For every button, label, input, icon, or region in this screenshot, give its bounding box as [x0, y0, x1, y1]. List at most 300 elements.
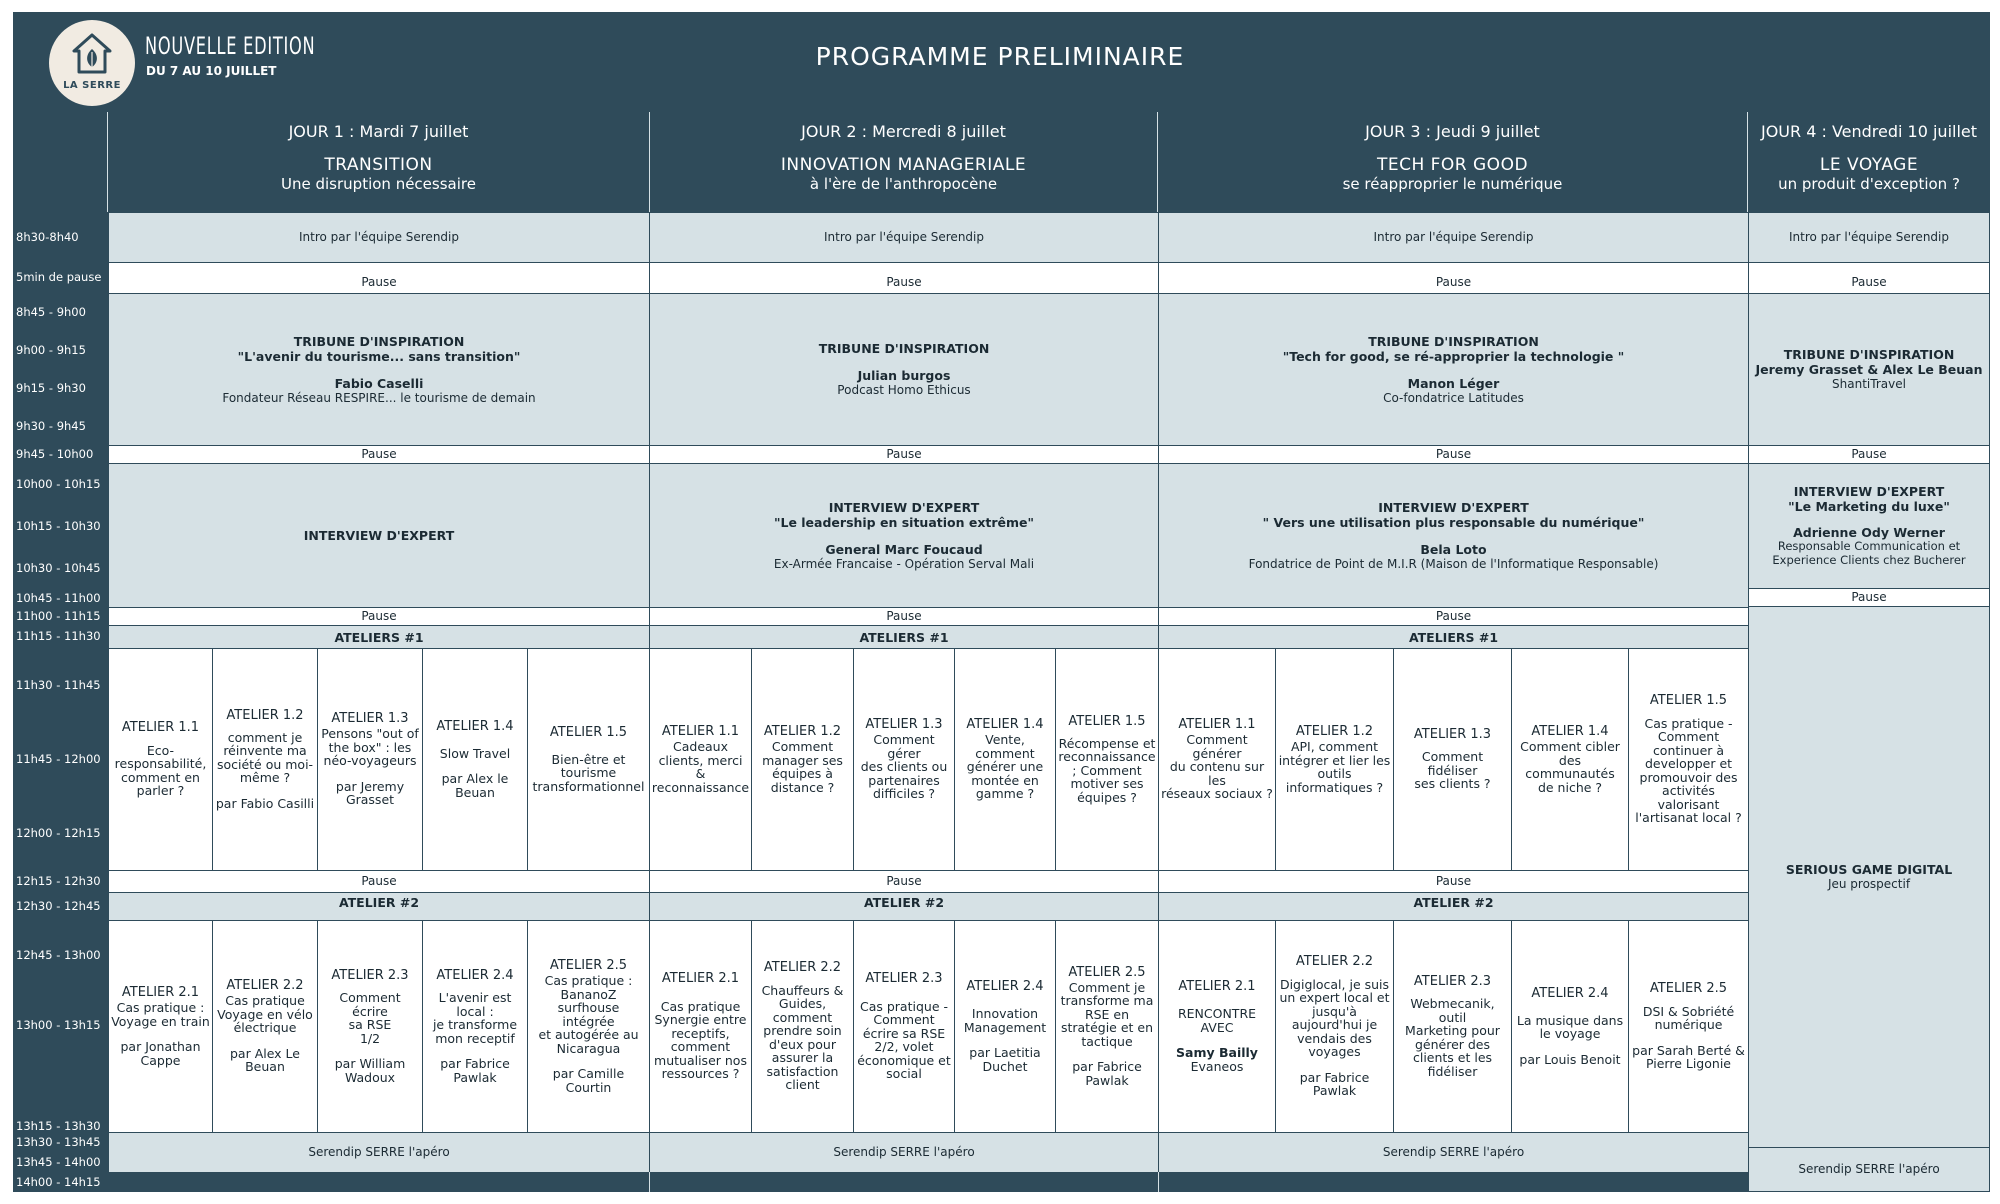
interview-speaker: General Marc Foucaud	[825, 541, 983, 557]
tribune-block	[108, 293, 650, 446]
day-header-1	[108, 112, 650, 212]
atelier-line: RENCONTRE	[1177, 1006, 1257, 1022]
atelier-speaker: par Jonathan Cappe	[120, 1039, 201, 1068]
atelier-line: je transforme	[432, 1017, 518, 1033]
time-label: 12h00 - 12h15	[16, 825, 101, 840]
time-label: 14h00 - 14h15	[16, 1174, 101, 1189]
edition-label: NOUVELLE EDITION	[145, 32, 316, 60]
atelier-title: ATELIER 1.4	[1531, 723, 1609, 739]
atelier-card	[527, 920, 650, 1133]
pause-row: Pause	[1158, 445, 1749, 464]
atelier-card	[317, 648, 423, 871]
atelier-line: Cas pratique :	[544, 973, 633, 989]
atelier-line: mon receptif	[435, 1030, 515, 1046]
atelier-line: reconnaissance	[1058, 749, 1156, 765]
day-theme: LE VOYAGE	[1819, 155, 1919, 175]
atelier-line: Comment cibler	[1520, 739, 1620, 755]
tribune-role: Podcast Homo Ethicus	[837, 383, 971, 398]
atelier-line: clients, merci &	[658, 752, 743, 782]
atelier-line: comment	[975, 745, 1035, 761]
atelier-card	[954, 648, 1056, 871]
atelier-line: transforme ma	[1060, 993, 1154, 1009]
time-label: 11h00 - 11h15	[16, 608, 101, 623]
atelier-line: Cadeaux	[673, 739, 728, 755]
time-label: 11h15 - 11h30	[16, 629, 101, 644]
atelier-line: générer des	[1414, 1036, 1491, 1052]
atelier-title: ATELIER 2.4	[1531, 985, 1609, 1001]
atelier-line: de niche ?	[1537, 779, 1603, 795]
atelier-line: continuer à	[1652, 742, 1725, 758]
atelier-line: receptifs,	[671, 1025, 730, 1041]
day-date: JOUR 3 : Jeudi 9 juillet	[1365, 122, 1540, 141]
day-header-3	[1158, 112, 1748, 212]
tribune-role: Co-fondatrice Latitudes	[1383, 390, 1524, 405]
day-theme: TECH FOR GOOD	[1376, 155, 1529, 175]
atelier-line: Digiglocal, je suis	[1279, 976, 1390, 992]
logo-text: LA SERRE	[63, 80, 121, 91]
atelier-title: ATELIER 2.1	[121, 984, 200, 1000]
pause-row: Pause	[108, 445, 650, 464]
atelier-card	[1055, 920, 1159, 1133]
tribune-block	[1158, 293, 1749, 446]
atelier-speaker: par William Wadoux	[334, 1056, 406, 1085]
time-label: 12h15 - 12h30	[16, 873, 101, 888]
atelier-card	[1158, 920, 1276, 1133]
atelier-line: Voyage en vélo	[217, 1006, 313, 1022]
atelier-speaker: par Fabrice Pawlak	[440, 1056, 510, 1085]
atelier-speaker: par Sarah Berté & Pierre Ligonie	[1632, 1042, 1745, 1072]
atelier-line: société ou moi-	[216, 756, 314, 772]
atelier-card	[1628, 920, 1749, 1133]
atelier-title: ATELIER 1.3	[1413, 727, 1492, 743]
atelier-speaker: par Fabio Casilli	[215, 795, 315, 811]
atelier-line: Nicaragua	[556, 1040, 621, 1056]
atelier-line: réseaux sociaux ?	[1161, 786, 1273, 802]
serious-game-subtitle: Jeu prospectif	[1827, 877, 1911, 892]
atelier-card	[422, 648, 528, 871]
atelier-line: Synergie entre	[654, 1012, 747, 1028]
interview-role: Fondatrice de Point de M.I.R (Maison de l'Informatique Responsable)	[1248, 556, 1659, 571]
atelier-title: ATELIER 1.5	[549, 724, 628, 740]
time-label: 10h15 - 10h30	[16, 518, 101, 533]
atelier-line: Bien-être et	[551, 751, 626, 767]
atelier-line: Récompense et	[1058, 735, 1156, 751]
intro-block: Intro par l'équipe Serendip	[1158, 212, 1749, 263]
atelier-line: gamme ?	[975, 786, 1035, 802]
atelier-line: ses clients ?	[1414, 776, 1491, 792]
atelier-title: ATELIER 1.1	[1178, 717, 1256, 733]
atelier-speaker: par Alex Le Beuan	[229, 1045, 300, 1075]
atelier-line: Comment	[1657, 729, 1720, 745]
atelier-title: ATELIER 2.1	[1178, 978, 1256, 994]
atelier-line: des communautés	[1525, 752, 1615, 782]
atelier-line: reconnaissance	[651, 779, 750, 795]
tribune-block	[649, 293, 1159, 446]
atelier-line: comment	[670, 1039, 731, 1055]
atelier-title: ATELIER 1.2	[1295, 723, 1374, 739]
intro-block: Intro par l'équipe Serendip	[1748, 212, 1990, 263]
atelier-card	[212, 648, 318, 871]
ateliers-header: ATELIERS #1	[108, 625, 650, 649]
atelier-line: Comment	[771, 739, 834, 755]
atelier-line: Comment générer	[1186, 732, 1248, 761]
pause-row: Pause	[108, 262, 650, 294]
atelier-line: AVEC	[1200, 1019, 1234, 1035]
interview-role: Ex-Armée Francaise - Opération Serval Mali	[773, 556, 1035, 571]
interview-block	[1748, 463, 1990, 589]
atelier-line: Eco-	[146, 742, 175, 758]
atelier-speaker: Samy Bailly	[1176, 1045, 1258, 1061]
corner-cell	[13, 112, 108, 212]
atelier-line: manager ses	[762, 752, 843, 768]
interview-speaker: Adrienne Ody Werner	[1793, 524, 1945, 540]
atelier-line: Comment écrire	[339, 990, 401, 1019]
atelier-company: Evaneos	[1190, 1058, 1244, 1074]
atelier-line: ; Comment	[1072, 762, 1142, 778]
atelier-line: Voyage en train	[111, 1013, 210, 1029]
atelier-title: ATELIER 2.2	[763, 960, 842, 976]
pause-row: Pause	[108, 870, 650, 893]
tribune-title: TRIBUNE D'INSPIRATION	[1783, 347, 1955, 363]
atelier-line: Pensons "out of	[321, 726, 419, 742]
atelier-card	[1275, 920, 1394, 1133]
atelier-speaker: par Laetitia Duchet	[969, 1045, 1041, 1074]
time-label: 12h30 - 12h45	[16, 898, 101, 913]
day-subtitle: se réapproprier le numérique	[1342, 175, 1563, 193]
atelier-card	[1511, 920, 1629, 1133]
time-label: 9h00 - 9h15	[16, 342, 86, 357]
atelier-line: comment en	[121, 769, 200, 785]
atelier-line: Comment gérer	[873, 732, 935, 761]
atelier-line: Cas pratique	[225, 993, 305, 1009]
time-label: 10h00 - 10h15	[16, 476, 101, 491]
pause-row: Pause	[1748, 588, 1990, 607]
tribune-quote: "Tech for good, se ré-approprier la technologie "	[1282, 348, 1625, 364]
atelier-line: outils	[1317, 766, 1352, 782]
atelier-card	[527, 648, 650, 871]
atelier-card	[954, 920, 1056, 1133]
pause-row: Pause	[1158, 870, 1749, 893]
time-label: 10h30 - 10h45	[16, 560, 101, 575]
time-label: 12h45 - 13h00	[16, 947, 101, 962]
pause-row: Pause	[649, 445, 1159, 464]
atelier-line: vendais des	[1297, 1030, 1372, 1046]
time-label: 13h15 - 13h30	[16, 1118, 101, 1133]
apero-block: Serendip SERRE l'apéro	[649, 1132, 1159, 1173]
tribune-title: TRIBUNE D'INSPIRATION	[818, 341, 990, 357]
edition-dates: DU 7 AU 10 JUILLET	[146, 64, 277, 78]
atelier-card	[1275, 648, 1394, 871]
pause-row: Pause	[1158, 262, 1749, 294]
atelier-line: Cas pratique	[660, 998, 741, 1014]
atelier-card	[1628, 648, 1749, 871]
atelier-line: voyages	[1308, 1044, 1361, 1060]
atelier-title: ATELIER 1.5	[1068, 713, 1146, 729]
atelier-card	[108, 648, 213, 871]
atelier-line: clients et les	[1412, 1050, 1493, 1066]
atelier-title: ATELIER 2.5	[1649, 981, 1728, 997]
interview-block	[1158, 463, 1749, 608]
strip-divider	[649, 1172, 650, 1192]
day-theme: TRANSITION	[324, 155, 433, 175]
atelier-line: DSI & Sobriété	[1642, 1003, 1735, 1019]
pause-row: Pause	[1158, 607, 1749, 626]
atelier-title: ATELIER 2.2	[226, 978, 304, 994]
day-header-2	[650, 112, 1158, 212]
tribune-role: ShantiTravel	[1832, 377, 1906, 392]
interview-block	[649, 463, 1159, 608]
bottom-strip	[108, 1172, 1749, 1192]
atelier-card	[317, 920, 423, 1133]
atelier-title: ATELIER 1.2	[226, 707, 304, 723]
apero-block: Serendip SERRE l'apéro	[108, 1132, 650, 1173]
atelier-line: tourisme	[560, 765, 617, 781]
interview-quote: "Le Marketing du luxe"	[1788, 498, 1950, 514]
atelier-title: ATELIER 2.2	[1295, 954, 1374, 970]
time-label: 11h45 - 12h00	[16, 751, 101, 766]
atelier-line: local :	[456, 1003, 494, 1019]
tribune-quote: "L'avenir du tourisme... sans transition"	[237, 348, 521, 364]
atelier-line: jusqu'à	[1312, 1003, 1357, 1019]
atelier-line: intégrer et lier les	[1278, 752, 1391, 768]
atelier-line: comment je	[227, 729, 303, 745]
atelier-line: 2/2, volet	[874, 1039, 934, 1055]
atelier-line: Guides,	[778, 996, 827, 1012]
time-label: 10h45 - 11h00	[16, 590, 101, 605]
pause-row: Pause	[649, 262, 1159, 294]
serious-game-block	[1748, 606, 1990, 1148]
pause-row: Pause	[1748, 445, 1990, 464]
atelier-title: ATELIER 2.4	[966, 978, 1044, 994]
atelier-line: Comment fidéliser	[1421, 749, 1484, 778]
atelier-line: l'artisanat local ?	[1635, 810, 1742, 826]
atelier-line: La musique dans	[1516, 1012, 1624, 1028]
atelier-card	[422, 920, 528, 1133]
day-subtitle: à l'ère de l'anthropocène	[809, 175, 998, 193]
atelier-title: ATELIER 2.3	[865, 971, 943, 987]
atelier-title: ATELIER 2.5	[1068, 964, 1146, 980]
atelier-line: des clients ou	[860, 759, 948, 775]
atelier-speaker: par Alex le Beuan	[441, 771, 509, 800]
interview-speaker: Bela Loto	[1420, 541, 1487, 557]
atelier-line: activités	[1662, 783, 1715, 799]
atelier-line: distance ?	[770, 779, 835, 795]
atelier-line: Slow Travel	[439, 745, 511, 761]
atelier-title: ATELIER 1.3	[331, 711, 409, 727]
day-date: JOUR 1 : Mardi 7 juillet	[288, 122, 469, 141]
time-label: 11h30 - 11h45	[16, 677, 101, 692]
atelier-card	[1158, 648, 1276, 871]
atelier-title: ATELIER 1.1	[121, 720, 200, 736]
day-subtitle: Une disruption nécessaire	[281, 175, 476, 193]
atelier-line: RSE en	[1084, 1006, 1130, 1022]
atelier-line: fidéliser	[1427, 1063, 1478, 1079]
tribune-speaker: Fabio Caselli	[334, 375, 424, 391]
ateliers-header: ATELIER #2	[108, 892, 650, 921]
atelier-line: assurer la	[771, 1050, 834, 1066]
intro-block: Intro par l'équipe Serendip	[649, 212, 1159, 263]
time-label: 8h45 - 9h00	[16, 304, 86, 319]
atelier-title: ATELIER 2.3	[331, 967, 409, 983]
atelier-line: Comment je	[1068, 979, 1146, 995]
atelier-line: et autogérée au	[538, 1027, 639, 1043]
atelier-title: ATELIER 2.5	[549, 957, 628, 973]
atelier-title: ATELIER 2.4	[436, 967, 514, 983]
interview-role: Responsable Communication et Experience Clients chez Bucherer	[1772, 539, 1966, 567]
atelier-card	[751, 648, 854, 871]
atelier-line: partenaires	[868, 772, 940, 788]
interview-title: INTERVIEW D'EXPERT	[828, 499, 980, 515]
tribune-block	[1748, 293, 1990, 446]
atelier-card	[1055, 648, 1159, 871]
atelier-line: un expert local et	[1279, 990, 1390, 1006]
tribune-speaker: Jeremy Grasset & Alex Le Beuan	[1755, 362, 1983, 378]
atelier-line: promouvoir des	[1639, 769, 1738, 785]
atelier-title: ATELIER 1.3	[865, 717, 943, 733]
atelier-card	[853, 920, 955, 1133]
atelier-line: Comment	[873, 1012, 935, 1028]
time-label: 13h45 - 14h00	[16, 1154, 101, 1169]
apero-block: Serendip SERRE l'apéro	[1748, 1147, 1990, 1192]
tribune-title: TRIBUNE D'INSPIRATION	[293, 333, 465, 349]
atelier-speaker: par Fabrice Pawlak	[1299, 1069, 1370, 1099]
intro-block: Intro par l'équipe Serendip	[108, 212, 650, 263]
atelier-line: Chauffeurs &	[761, 982, 844, 998]
atelier-line: Cas pratique :	[116, 1000, 205, 1016]
time-label: 5min de pause	[16, 270, 102, 285]
atelier-line: montée en	[971, 772, 1039, 788]
atelier-line: satisfaction	[766, 1063, 839, 1079]
atelier-speaker: par Fabrice Pawlak	[1072, 1059, 1142, 1088]
atelier-line: Innovation	[971, 1006, 1039, 1022]
atelier-title: ATELIER 2.1	[661, 971, 740, 987]
atelier-speaker: par Louis Benoit	[1519, 1051, 1621, 1067]
atelier-card	[1511, 648, 1629, 871]
atelier-title: ATELIER 1.5	[1649, 693, 1728, 709]
atelier-line: ressources ?	[661, 1066, 740, 1082]
day-theme: INNOVATION MANAGERIALE	[780, 155, 1027, 175]
day-header-4	[1748, 112, 1990, 212]
atelier-line: informatiques ?	[1285, 779, 1384, 795]
interview-title: INTERVIEW D'EXPERT	[1793, 484, 1945, 500]
atelier-line: tactique	[1081, 1033, 1133, 1049]
ateliers-header: ATELIER #2	[1158, 892, 1749, 921]
atelier-line: Marketing pour	[1405, 1023, 1500, 1039]
atelier-line: équipes ?	[1077, 789, 1137, 805]
atelier-speaker: par Camille Courtin	[552, 1066, 625, 1095]
atelier-line: sa RSE	[348, 1017, 392, 1033]
atelier-card	[1393, 920, 1512, 1133]
interview-title: INTERVIEW D'EXPERT	[303, 528, 455, 543]
atelier-line: valorisant	[1657, 796, 1720, 812]
atelier-line: motiver ses	[1070, 776, 1144, 792]
atelier-line: responsabilité,	[114, 756, 207, 772]
atelier-line: 1/2	[359, 1030, 381, 1046]
tribune-title: TRIBUNE D'INSPIRATION	[1368, 333, 1539, 349]
atelier-line: écrire sa RSE	[862, 1025, 946, 1041]
atelier-card	[212, 920, 318, 1133]
atelier-card	[108, 920, 213, 1133]
time-label: 8h30-8h40	[16, 229, 79, 244]
time-label: 9h15 - 9h30	[16, 380, 86, 395]
atelier-line: du contenu sur les	[1169, 759, 1265, 788]
pause-row: Pause	[108, 607, 650, 626]
atelier-line: difficiles ?	[872, 786, 936, 802]
atelier-speaker: par Jeremy Grasset	[335, 778, 405, 808]
atelier-line: L'avenir est	[438, 990, 512, 1006]
atelier-line: parler ?	[136, 783, 185, 799]
atelier-line: mutualiser nos	[654, 1052, 747, 1068]
atelier-line: Management	[963, 1019, 1047, 1035]
atelier-title: ATELIER 2.3	[1413, 973, 1492, 989]
atelier-line: client	[785, 1077, 820, 1093]
day-subtitle: un produit d'exception ?	[1778, 175, 1960, 193]
atelier-line: stratégie et en	[1060, 1020, 1154, 1036]
atelier-title: ATELIER 1.1	[661, 723, 740, 739]
atelier-line: Vente,	[985, 732, 1025, 748]
day-date: JOUR 4 : Vendredi 10 juillet	[1760, 122, 1978, 141]
atelier-line: le voyage	[1539, 1026, 1601, 1042]
tribune-role: Fondateur Réseau RESPIRE... le tourisme de demain	[222, 390, 536, 405]
interview-quote: "Le leadership en situation extrême"	[773, 514, 1035, 530]
atelier-line: réinvente ma	[223, 743, 307, 759]
atelier-title: ATELIER 1.2	[763, 723, 842, 739]
atelier-line: d'eux pour	[769, 1036, 836, 1052]
interview-title: INTERVIEW D'EXPERT	[1378, 499, 1529, 515]
day-date: JOUR 2 : Mercredi 8 juillet	[801, 122, 1006, 141]
atelier-line: économique et	[857, 1052, 951, 1068]
atelier-line: équipes à	[772, 766, 833, 782]
time-label: 13h30 - 13h45	[16, 1134, 101, 1149]
atelier-line: aujourd'hui je	[1291, 1017, 1378, 1033]
atelier-card	[751, 920, 854, 1133]
ateliers-header: ATELIER #2	[649, 892, 1159, 921]
atelier-card	[853, 648, 955, 871]
tribune-speaker: Manon Léger	[1407, 375, 1500, 391]
atelier-card	[1393, 648, 1512, 871]
atelier-line: Cas pratique -	[1644, 715, 1733, 731]
atelier-line: the box" : les	[328, 739, 412, 755]
atelier-line: BananoZ	[560, 986, 617, 1002]
interview-quote: " Vers une utilisation plus responsable du numérique"	[1262, 514, 1645, 530]
atelier-title: ATELIER 1.4	[966, 717, 1044, 733]
atelier-line: numérique	[1654, 1017, 1723, 1033]
atelier-line: social	[886, 1066, 922, 1082]
interview-block	[108, 463, 650, 608]
apero-block: Serendip SERRE l'apéro	[1158, 1132, 1749, 1173]
atelier-title: ATELIER 1.4	[436, 718, 514, 734]
tribune-speaker: Julian burgos	[857, 368, 951, 384]
atelier-line: néo-voyageurs	[323, 753, 417, 769]
atelier-line: comment	[772, 1009, 833, 1025]
atelier-line: developper et	[1644, 756, 1733, 772]
strip-divider	[1158, 1172, 1159, 1192]
atelier-line: API, comment	[1290, 739, 1379, 755]
atelier-line: électrique	[233, 1020, 297, 1036]
atelier-line: Webmecanik, outil	[1410, 996, 1495, 1025]
ateliers-header: ATELIERS #1	[1158, 625, 1749, 649]
pause-row: Pause	[649, 870, 1159, 893]
pause-row: Pause	[649, 607, 1159, 626]
atelier-line: générer une	[966, 759, 1044, 775]
time-label: 9h30 - 9h45	[16, 418, 86, 433]
atelier-line: prendre soin	[763, 1023, 842, 1039]
atelier-line: transformationnel	[532, 778, 645, 794]
atelier-card	[649, 648, 752, 871]
atelier-line: surfhouse intégrée	[557, 1000, 620, 1029]
serious-game-title: SERIOUS GAME DIGITAL	[1785, 862, 1953, 878]
pause-row: Pause	[1748, 262, 1990, 294]
